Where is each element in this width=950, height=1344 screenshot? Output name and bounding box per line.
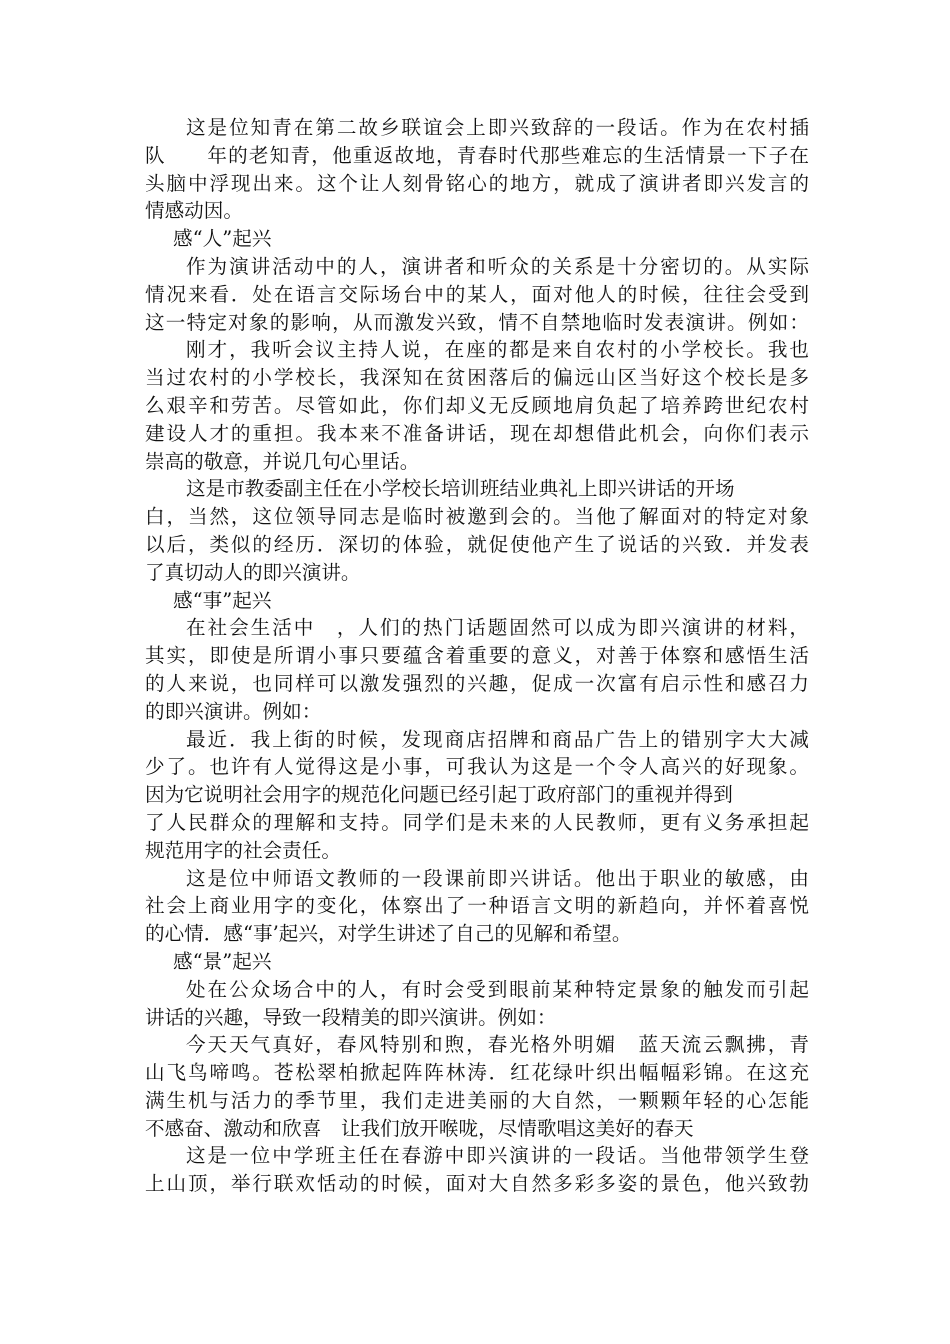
section-heading: 感“景”起兴 (173, 949, 272, 973)
text-line: 讲话的兴趣，导致一段精美的即兴演讲。例如： (145, 1005, 557, 1029)
text-line: 了真切动人的即兴演讲。 (145, 560, 361, 584)
text-line: 在社会生活中 ，人们的热门话题固然可以成为即兴演讲的材料， (186, 616, 809, 640)
text-line: 规范用字的社会责任。 (145, 838, 341, 862)
text-line: 白，当然，这位领导同志是临时被邀到会的。当他了解面对的特定对象 (145, 505, 809, 529)
text-line: 么艰辛和劳苦。尽管如此，你们却义无反顾地肩负起了培养跨世纪农村 (145, 393, 809, 417)
text-line: 上山顶，举行联欢恬动的时候，面对大自然多彩多姿的景色，他兴致勃 (145, 1172, 809, 1196)
text-line: 这是一位中学班主任在春游中即兴演讲的一段话。当他带领学生登 (186, 1144, 809, 1168)
text-line: 的心情．感“事’起兴，对学生讲述了自己的见解和希望。 (145, 922, 632, 946)
text-line: 以后，类似的经历．深切的体验，就促使他产生了说话的兴致．并发表 (145, 532, 809, 556)
text-line: 这是市教委副主任在小学校长培训班结业典礼上即兴讲话的开场 (186, 477, 735, 501)
text-line: 崇高的敬意，并说几句心里话。 (145, 449, 420, 473)
text-line: 社会上商业用字的变化，体察出了一种语言文明的新趋向，并怀着喜悦 (145, 894, 809, 918)
text-line: 这一特定对象的影响，从而激发兴致，情不自禁地临时发表演讲。例如： (145, 310, 809, 334)
text-line: 不感奋、激动和欣喜 让我们放开喉咙，尽情歌唱这美好的春天 (145, 1116, 694, 1140)
text-line: 这是位知青在第二故乡联谊会上即兴致辞的一段话。作为在农村插 (186, 116, 809, 139)
text-line: 了人民群众的理解和支持。同学们是未来的人民教师，更有义务承担起 (145, 810, 809, 834)
text-line: 最近．我上街的时候，发现商店招牌和商品广告上的错别字大大减 (186, 727, 809, 751)
text-line: 作为演讲活动中的人，演讲者和听众的关系是十分密切的。从实际 (186, 254, 809, 278)
text-line: 情况来看．处在语言交际场台中的某人，面对他人的时候，往往会受到 (145, 282, 809, 306)
text-line: 因为它说明社会用字的规范化问题已经引起丁政府部门的重视并得到 (145, 783, 733, 807)
text-line: 的人来说，也同样可以激发强烈的兴趣，促成一次富有启示性和感召力 (145, 671, 809, 695)
text-line: 满生机与活力的季节里，我们走进美丽的大自然，一颗颗年轻的心怎能 (145, 1088, 809, 1112)
document-body (145, 114, 809, 1198)
text-line: 其实，即使是所谓小事只要蕴含着重要的意义，对善于体察和感悟生活 (145, 644, 809, 668)
text-line: 头脑中浮现出来。这个让人刻骨铭心的地方，就成了演讲者即兴发言的 (145, 171, 809, 195)
text-line: 这是位中师语文教师的一段课前即兴讲话。他出于职业的敏感，由 (186, 866, 809, 890)
text-line: 的即兴演讲。例如： (145, 699, 322, 723)
text-line: 刚才，我听会议主持人说，在座的都是来自农村的小学校长。我也 (186, 338, 809, 362)
text-line: 情感动因。 (145, 199, 243, 223)
text-line: 当过农村的小学校长，我深知在贫困落后的偏远山区当好这个校长是多 (145, 366, 809, 390)
text-line: 少了。也许有人觉得这是小事，可我认为这是一个令人高兴的好现象。 (145, 755, 809, 779)
section-heading: 感“事”起兴 (173, 588, 272, 612)
text-line: 队 年的老知青，他重返故地，青春时代那些难忘的生活情景一下子在 (145, 143, 809, 167)
text-line: 山飞鸟啼鸣。苍松翠柏掀起阵阵林涛．红花绿叶织出幅幅彩锦。在这充 (145, 1061, 809, 1085)
text-line: 今天天气真好，春风特别和煦，春光格外明媚 蓝天流云飘拂，青 (186, 1033, 809, 1057)
section-heading: 感“人”起兴 (173, 227, 272, 251)
text-line: 建设人才的重担。我本来不准备讲话，现在却想借此机会，向你们表示 (145, 421, 809, 445)
text-line: 处在公众场合中的人，有时会受到眼前某种特定景象的触发而引起 (186, 977, 809, 1001)
